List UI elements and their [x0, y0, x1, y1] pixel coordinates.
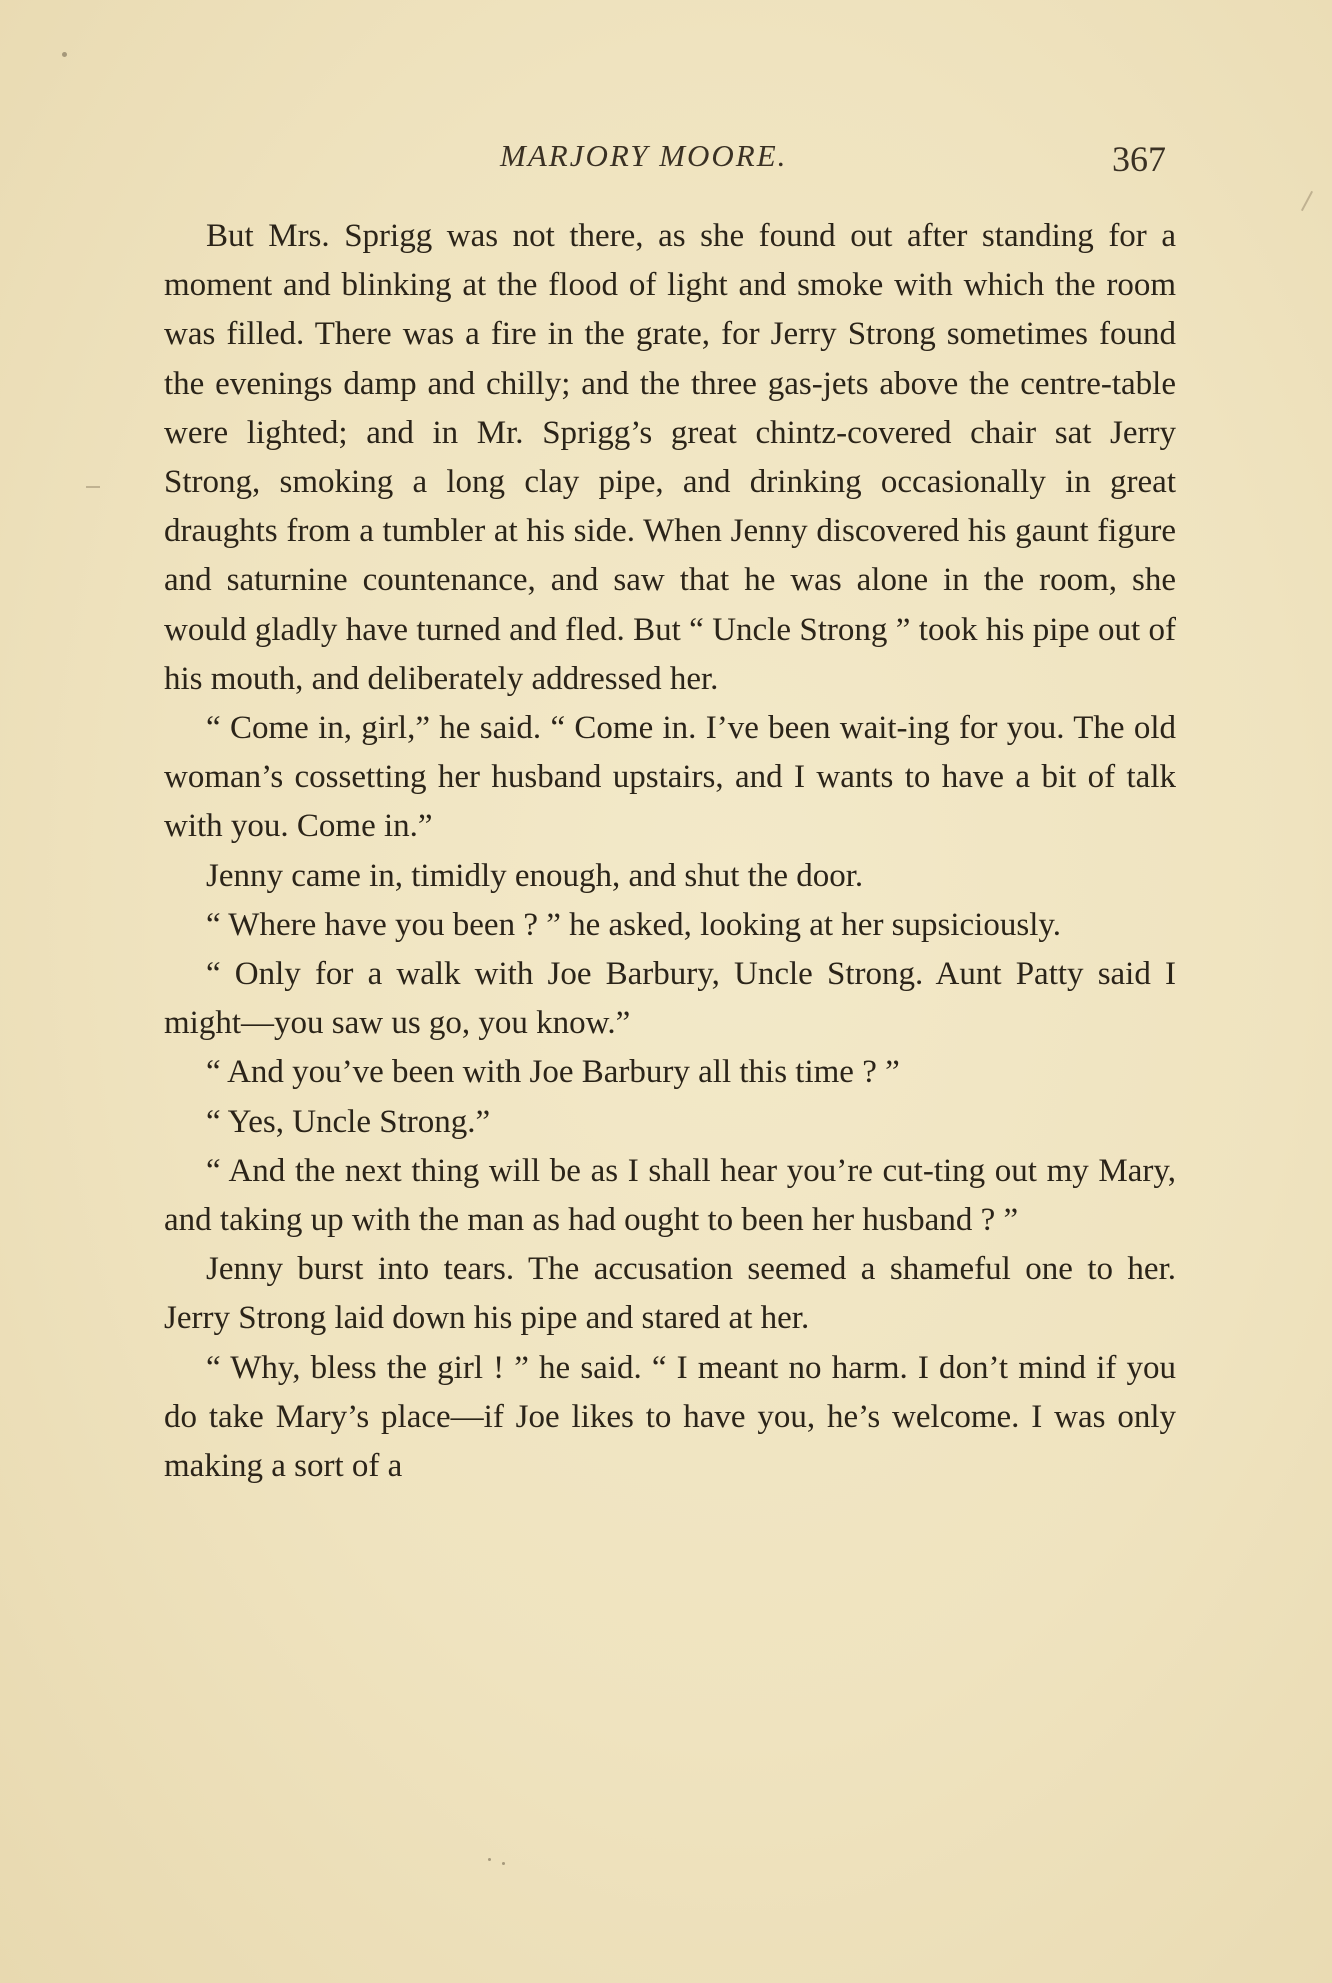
running-title: MARJORY MOORE. [500, 138, 788, 173]
paragraph: “ Yes, Uncle Strong.” [206, 1103, 491, 1140]
paragraph: “ And you’ve been with Joe Barbury all this time ? ” [206, 1054, 900, 1091]
paragraph: Jenny came in, timidly enough, and shut the door. [206, 857, 864, 894]
paragraph: But Mrs. Sprigg was not there, as she found out after standing for a moment and blinking at the flood of light and smoke with which the room was filled. There was a fire in the grate, for Jerry Strong sometimes found the evenings damp and chilly; and the three gas-jets above the centre-table were lighted; and in Mr. Sprigg’s great chintz-covered chair sat Jerry Strong, smoking a long clay pipe, and drinking occasionally in great draughts from a tumbler at his side. When Jenny discovered his gaunt figure and saturnine countenance, and saw that he was alone in the room, she would gladly have turned and fled. But “ Uncle Strong ” took his pipe out of his mouth, and deliberately addressed her. [164, 218, 1176, 697]
paragraph: “ Only for a walk with Joe Barbury, Uncle Strong. Aunt Patty said I might—you saw us go, you know.” [164, 956, 1176, 1042]
paper-mark [86, 486, 100, 488]
page-number: 367 [1112, 139, 1166, 179]
paragraph: “ Where have you been ? ” he asked, looking at her supsiciously. [206, 906, 1061, 943]
paper-speck [488, 1858, 491, 1861]
paragraph: Jenny burst into tears. The accusation seemed a shameful one to her. Jerry Strong laid down his pipe and stared at her. [164, 1251, 1176, 1337]
paragraph: “ Why, bless the girl ! ” he said. “ I meant no harm. I don’t mind if you do take Mary’s place—if Joe likes to have you, he’s welcome. I was only making a sort of a [164, 1349, 1176, 1485]
paragraph: “ Come in, girl,” he said. “ Come in. I’ve been wait-ing for you. The old woman’s cossetting her husband upstairs, and I wants to have a bit of talk with you. Come in.” [164, 710, 1176, 845]
body-text [164, 212, 1176, 1491]
paragraph: “ And the next thing will be as I shall hear you’re cut-ting out my Mary, and taking up with the man as had ought to been her husband ? ” [164, 1152, 1176, 1239]
paper-speck [502, 1862, 505, 1865]
running-head [0, 138, 1332, 178]
paper-speck [62, 52, 67, 57]
paper-mark [1301, 191, 1313, 211]
